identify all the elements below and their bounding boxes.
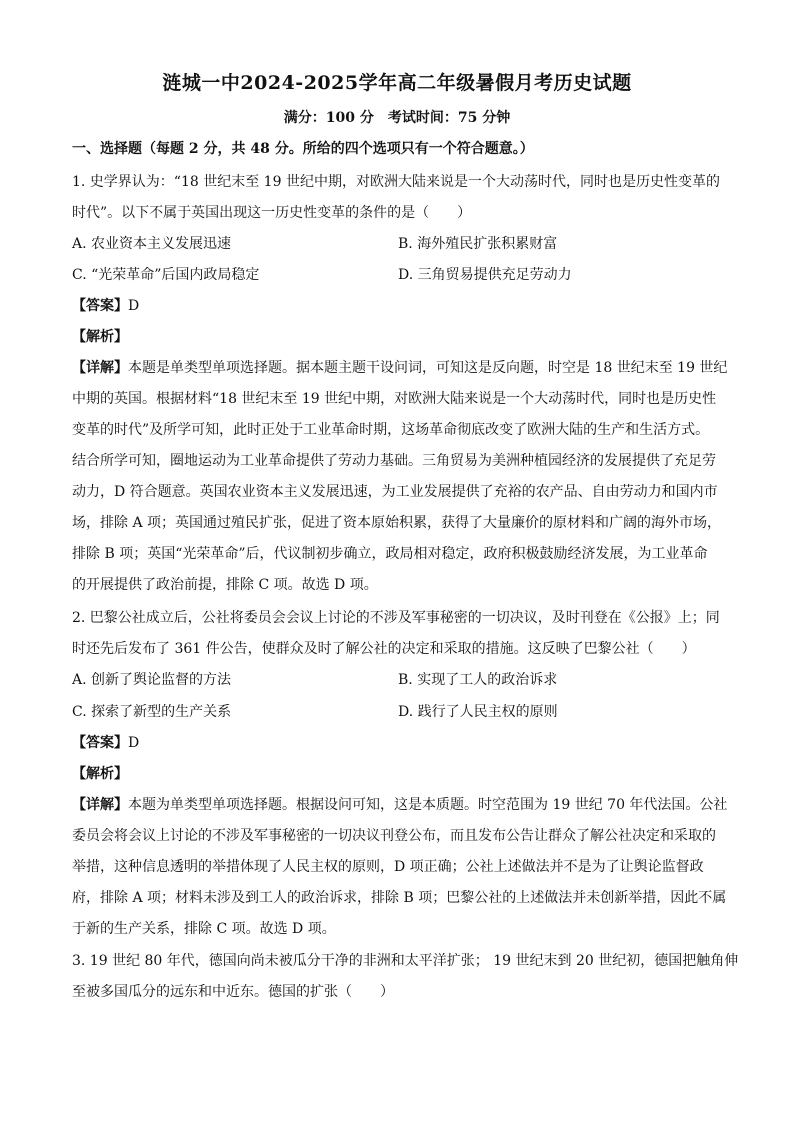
q3-stem-line2: 至被多国瓜分的远东和中近东。德国的扩张（ ） [72,984,394,1000]
q1-detail-line1 [72,358,727,378]
q1-option-b: B. 海外殖民扩张积累财富 [398,236,558,252]
q1-detail-line6: 场，排除 A 项；英国通过殖民扩张，促进了资本原始积累，获得了大量廉价的原材料和广阔的海外市场， [72,515,722,531]
answer-value: D [128,298,140,314]
detail-text: 本题是单类型单项选择题。据本题主题干设问词，可知这是反向题，时空是 18 世纪末至 19 世纪 [128,360,728,376]
q2-stem-line2: 时还先后发布了 361 件公告，使群众及时了解公社的决定和采取的措施。这反映了巴黎公社（ ） [72,641,696,657]
q1-analysis-tag: 【解析】 [72,329,128,345]
section-heading: 一、选择题（每题 2 分，共 48 分。所给的四个选项只有一个符合题意。） [72,141,534,157]
q1-detail-line8: 的开展提供了政治前提，排除 C 项。故选 D 项。 [72,577,378,593]
q1-detail-line2: 中期的英国。根据材料“18 世纪末至 19 世纪中期，对欧洲大陆来说是一个大动荡时代，同时也是历史性 [72,391,717,407]
q2-analysis-tag: 【解析】 [72,766,128,782]
q1-option-a: A. 农业资本主义发展迅速 [72,236,232,252]
q2-option-d: D. 践行了人民主权的原则 [398,704,558,720]
q1-detail-line5: 动力，D 符合题意。英国农业资本主义发展迅速，为工业发展提供了充裕的农产品、自由劳动力和国内市 [72,484,718,500]
q2-detail-line1 [72,795,727,815]
q2-detail-line3: 举措，这种信息透明的举措体现了人民主权的原则，D 项正确；公社上述做法并不是为了让舆论监督政 [72,859,704,875]
q2-option-b: B. 实现了工人的政治诉求 [398,672,558,688]
q1-detail-line3: 变革的时代”及所学可知，此时正处于工业革命时期，这场革命彻底改变了欧洲大陆的生产和生活方式。 [72,422,710,438]
detail-text: 本题为单类型单项选择题。根据设问可知，这是本质题。时空范围为 19 世纪 70 年代法国。公社 [128,797,728,813]
q1-detail-line4: 结合所学可知，圈地运动为工业革命提供了劳动力基础。三角贸易为美洲种植园经济的发展提供了充足劳 [72,453,716,469]
q2-detail-line2: 委员会将会议上讨论的不涉及军事秘密的一切决议刊登公布，而且发布公告让群众了解公社决定和采取的 [72,828,716,844]
detail-tag: 【详解】 [72,360,128,376]
q3-stem-line1: 3. 19 世纪 80 年代，德国向尚未被瓜分干净的非洲和太平洋扩张； 19 世纪末到 20 世纪初，德国把触角伸 [72,953,739,969]
q1-stem-line2: 时代”。以下不属于英国出现这一历史性变革的条件的是（ ） [72,205,472,221]
q2-detail-line4: 府，排除 A 项；材料未涉及到工人的政治诉求，排除 B 项；巴黎公社的上述做法并未创新举措，因此不属 [72,890,727,906]
q1-stem-line1: 1. 史学界认为：“18 世纪末至 19 世纪中期，对欧洲大陆来说是一个大动荡时代，同时也是历史性变革的 [72,174,720,190]
answer-value: D [128,735,140,751]
q1-option-c: C. “光荣革命”后国内政局稳定 [72,267,260,283]
q1-option-d: D. 三角贸易提供充足劳动力 [398,267,572,283]
q2-detail-line5: 于新的生产关系，排除 C 项。故选 D 项。 [72,921,336,937]
q2-answer [72,733,139,753]
q2-option-a: A. 创新了舆论监督的方法 [72,672,232,688]
exam-info: 满分：100 分 考试时间：75 分钟 [283,110,511,126]
q1-detail-line7: 排除 B 项；英国“光荣革命”后，代议制初步确立，政局相对稳定，政府积极鼓励经济发展，为工业革命 [72,546,708,562]
q2-option-c: C. 探索了新型的生产关系 [72,704,232,720]
page-title: 涟城一中2024-2025学年高二年级暑假月考历史试题 [162,72,632,94]
answer-tag: 【答案】 [72,298,128,314]
answer-tag: 【答案】 [72,735,128,751]
detail-tag: 【详解】 [72,797,128,813]
q1-answer [72,296,139,316]
q2-stem-line1: 2. 巴黎公社成立后，公社将委员会会议上讨论的不涉及军事秘密的一切决议，及时刊登在《公报》上；同 [72,610,720,626]
